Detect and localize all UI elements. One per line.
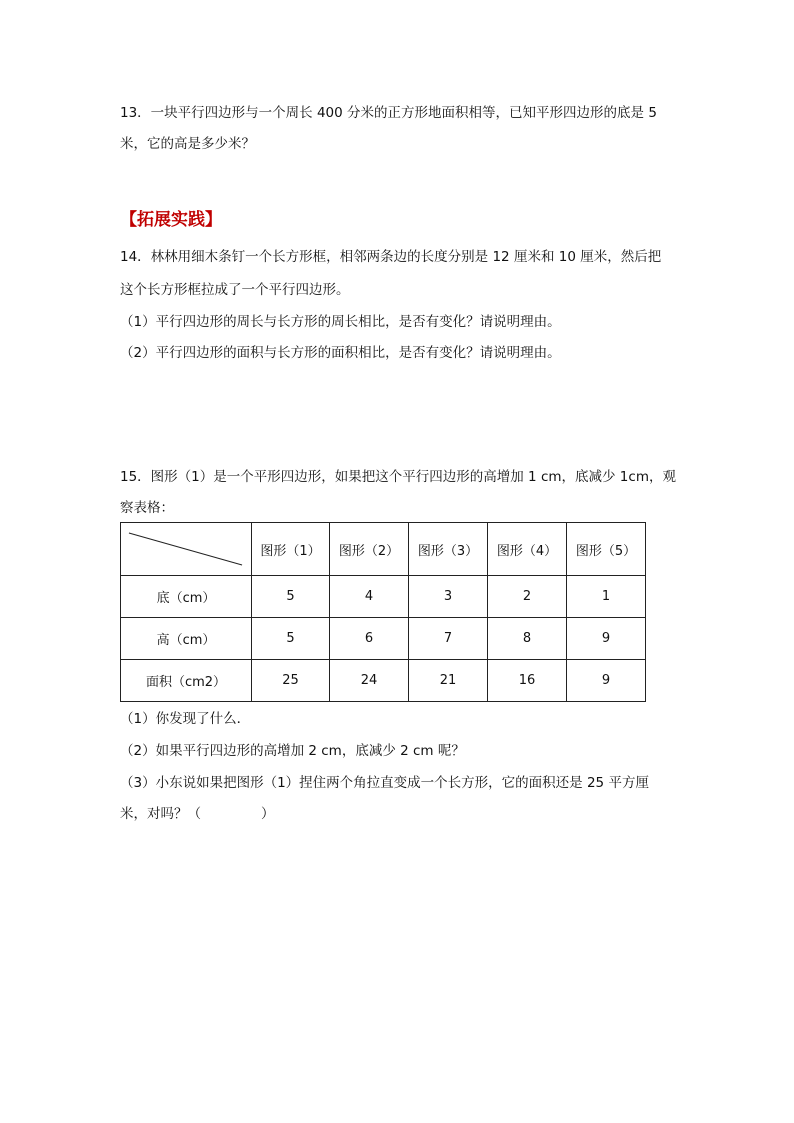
- q13-line-1: 13．一块平行四边形与一个周长 400 分米的正方形地面积相等，已知平形四边形的底是 5: [120, 105, 657, 121]
- data-table: [120, 522, 646, 702]
- table-cell: 8: [488, 618, 567, 660]
- q14-line-1: 14．林林用细木条钉一个长方形框，相邻两条边的长度分别是 12 厘米和 10 厘米，然后把: [120, 249, 662, 265]
- q15-line-2: 察表格：: [120, 500, 174, 516]
- answer-prompt-open: 米，对吗？（: [120, 806, 201, 822]
- q15-sub-2: （2）如果平行四边形的高增加 2 cm，底减少 2 cm 呢？: [120, 743, 465, 759]
- header-figure-1: 图形（1）: [252, 523, 330, 576]
- q15-sub-3-line-2: [120, 804, 680, 824]
- diagonal-line: [121, 523, 251, 575]
- q15-sub-1: （1）你发现了什么．: [120, 711, 251, 727]
- table-row-area: [121, 660, 646, 702]
- table-cell: 9: [567, 660, 646, 702]
- q14-sub-1: （1）平行四边形的周长与长方形的周长相比，是否有变化？请说明理由。: [120, 314, 561, 330]
- table-cell: 1: [567, 576, 646, 618]
- table-cell: 21: [409, 660, 488, 702]
- table-cell: 7: [409, 618, 488, 660]
- table-header-row: [121, 523, 646, 576]
- table-cell: 3: [409, 576, 488, 618]
- table-row-base: [121, 576, 646, 618]
- table-cell: 2: [488, 576, 567, 618]
- q14-sub-2: （2）平行四边形的面积与长方形的面积相比，是否有变化？请说明理由。: [120, 345, 561, 361]
- q15-sub-3-line-1: （3）小东说如果把图形（1）捏住两个角拉直变成一个长方形，它的面积还是 25 平方厘: [120, 775, 649, 791]
- header-figure-5: 图形（5）: [567, 523, 646, 576]
- table-cell: 16: [488, 660, 567, 702]
- table-cell: 5: [252, 618, 330, 660]
- table-cell: 9: [567, 618, 646, 660]
- row-label: 高（cm）: [121, 618, 252, 660]
- header-figure-3: 图形（3）: [409, 523, 488, 576]
- q13-line-2: 米，它的高是多少米？: [120, 136, 255, 152]
- header-figure-4: 图形（4）: [488, 523, 567, 576]
- table-row-height: [121, 618, 646, 660]
- header-figure-2: 图形（2）: [330, 523, 409, 576]
- row-label: 底（cm）: [121, 576, 252, 618]
- answer-prompt-close: ）: [261, 806, 275, 822]
- table-cell: 6: [330, 618, 409, 660]
- table-cell: 4: [330, 576, 409, 618]
- diagonal-corner-cell: [121, 523, 252, 576]
- table-cell: 24: [330, 660, 409, 702]
- q14-line-2: 这个长方形框拉成了一个平行四边形。: [120, 282, 350, 298]
- table-cell: 25: [252, 660, 330, 702]
- q15-line-1: 15．图形（1）是一个平形四边形，如果把这个平行四边形的高增加 1 cm，底减少 1cm，观: [120, 469, 676, 485]
- row-label: 面积（cm2）: [121, 660, 252, 702]
- section-heading: 【拓展实践】: [120, 210, 222, 230]
- table-cell: 5: [252, 576, 330, 618]
